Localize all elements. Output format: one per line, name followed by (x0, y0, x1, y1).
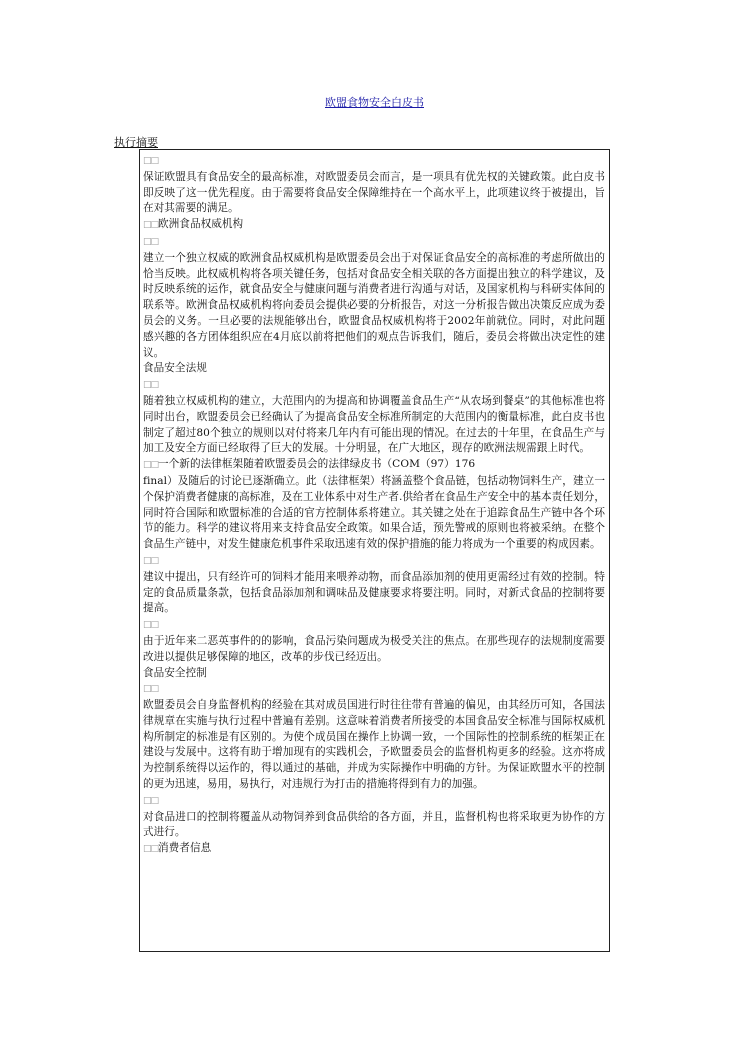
paragraph: final）及随后的讨论已逐渐确立。此（法律框架）将涵盖整个食品链，包括动物饲料生产，建立一个保护消费者健康的高标准，及在工业体系中对生产者.供给者在食品生产安全中的基本责任划分，同时符合国际和欧盟标准的合适的官方控制体系将建立。其关键之处在于追踪食品生产链中各个环节的能力。科学的建议将用来支持食品安全政策。如果合适，预先警戒的原则也将被采纳。在整个食品生产链中，对发生健康危机事件采取迅速有效的保护措施的能力将成为一个重要的构成因素。 (143, 474, 605, 551)
section-heading (143, 841, 605, 858)
placeholder-glyphs (143, 153, 605, 170)
paragraph: 欧盟委员会自身监督机构的经验在其对成员国进行时往往带有普遍的偏见，由其经历可知，各国法律规章在实施与执行过程中普遍有差别。这意味着消费者所接受的本国食品安全标准与国际权威机构所制定的标准是有区别的。为使个成员国在操作上协调一致，一个国际性的控制系统的框架正在建设与发展中。这将有助于增加现有的实践机会，予欧盟委员会的监督机构更多的经验。这亦将成为控制系统得以运作的，得以通过的基础，并成为实际操作中明确的方针。为保证欧盟水平的控制的更为迅速，易用，易执行，对违规行为打击的措施将得到有力的加强。 (143, 699, 605, 791)
placeholder-icon: □□ (143, 684, 159, 695)
paragraph: 随着独立权威机构的建立，大范围内的为提高和协调覆盖食品生产“从农场到餐桌”的其他标准也将同时出台，欧盟委员会已经确认了为提高食品安全标准所制定的大范围内的衡量标准，此白皮书也制定了超过80个独立的规则以对付将来几年内有可能出现的情况。在过去的十年里，在食品生产与加工及安全方面已经取得了巨大的发展。十分明显，在广大地区，现存的欧洲法规需跟上时代。 (143, 394, 605, 455)
paragraph: 对食品进口的控制将覆盖从动物饲养到食品供给的各方面，并且，监督机构也将采取更为协作的方式进行。 (143, 810, 605, 839)
section-heading (143, 457, 605, 474)
placeholder-glyphs (143, 617, 605, 634)
placeholder-icon: □□ (143, 380, 159, 391)
section-heading (143, 217, 605, 234)
section-heading-text: 欧洲食品权威机构 (158, 218, 244, 231)
paragraph: 保证欧盟具有食品安全的最高标准，对欧盟委员会而言，是一项具有优先权的关键政策。此白皮书即反映了这一优先程度。由于需要将食品安全保障维持在一个高水平上，此项建议终于被提出，旨在对其需要的满足。 (143, 170, 605, 215)
summary-content (143, 153, 605, 858)
placeholder-icon: □□ (143, 844, 159, 855)
placeholder-glyphs (143, 234, 605, 251)
placeholder-icon: □□ (143, 795, 159, 806)
placeholder-glyphs (143, 377, 605, 394)
placeholder-glyphs (143, 793, 605, 810)
paragraph: 建议中提出，只有经许可的饲料才能用来喂养动物，而食品添加剂的使用更需经过有效的控制。特定的食品质量条款，包括食品添加剂和调味品及健康要求将要注明。同时，对新式食品的控制将要提高。 (143, 570, 605, 615)
section-heading-text: 食品安全法规 (143, 362, 207, 375)
section-heading (143, 666, 605, 682)
executive-summary-heading: 执行摘要 (114, 136, 158, 149)
placeholder-glyphs (143, 681, 605, 698)
section-heading-text: 一个新的法律框架随着欧盟委员会的法律绿皮书（COM（97）176 (158, 458, 476, 471)
section-heading (143, 361, 605, 377)
placeholder-glyphs (143, 553, 605, 570)
paragraph: 建立一个独立权威的欧洲食品权威机构是欧盟委员会出于对保证食品安全的高标准的考虑所做出的恰当反映。此权威机构将各项关键任务，包括对食品安全相关联的各方面提出独立的科学建议，及时反映系统的运作，就食品安全与健康问题与消费者进行沟通与对话，及国家机构与科研实体间的联系等。欧洲食品权威机构将向委员会提供必要的分析报告，对这一分析报告做出决策反应成为委员会的义务。一旦必要的法规能够出台，欧盟食品权威机构将于2002年前就位。同时，对此问题感兴趣的各方团体组织应在4月底以前将把他们的观点告诉我们，随后，委员会将做出决定性的建议。 (143, 251, 605, 359)
placeholder-icon: □□ (143, 236, 159, 247)
placeholder-icon: □□ (143, 156, 159, 166)
document-title[interactable]: 欧盟食物安全白皮书 (325, 96, 424, 109)
section-heading-text: 消费者信息 (158, 842, 212, 855)
summary-frame (139, 149, 610, 952)
placeholder-icon: □□ (143, 460, 159, 471)
section-heading-text: 食品安全控制 (143, 666, 207, 679)
placeholder-icon: □□ (143, 620, 159, 631)
paragraph: 由于近年来二恶英事件的的影响，食品污染问题成为极受关注的焦点。在那些现存的法规制度需要改进以提供足够保障的地区，改革的步伐已经迈出。 (143, 634, 605, 663)
placeholder-icon: □□ (143, 555, 159, 566)
placeholder-icon: □□ (143, 220, 159, 231)
